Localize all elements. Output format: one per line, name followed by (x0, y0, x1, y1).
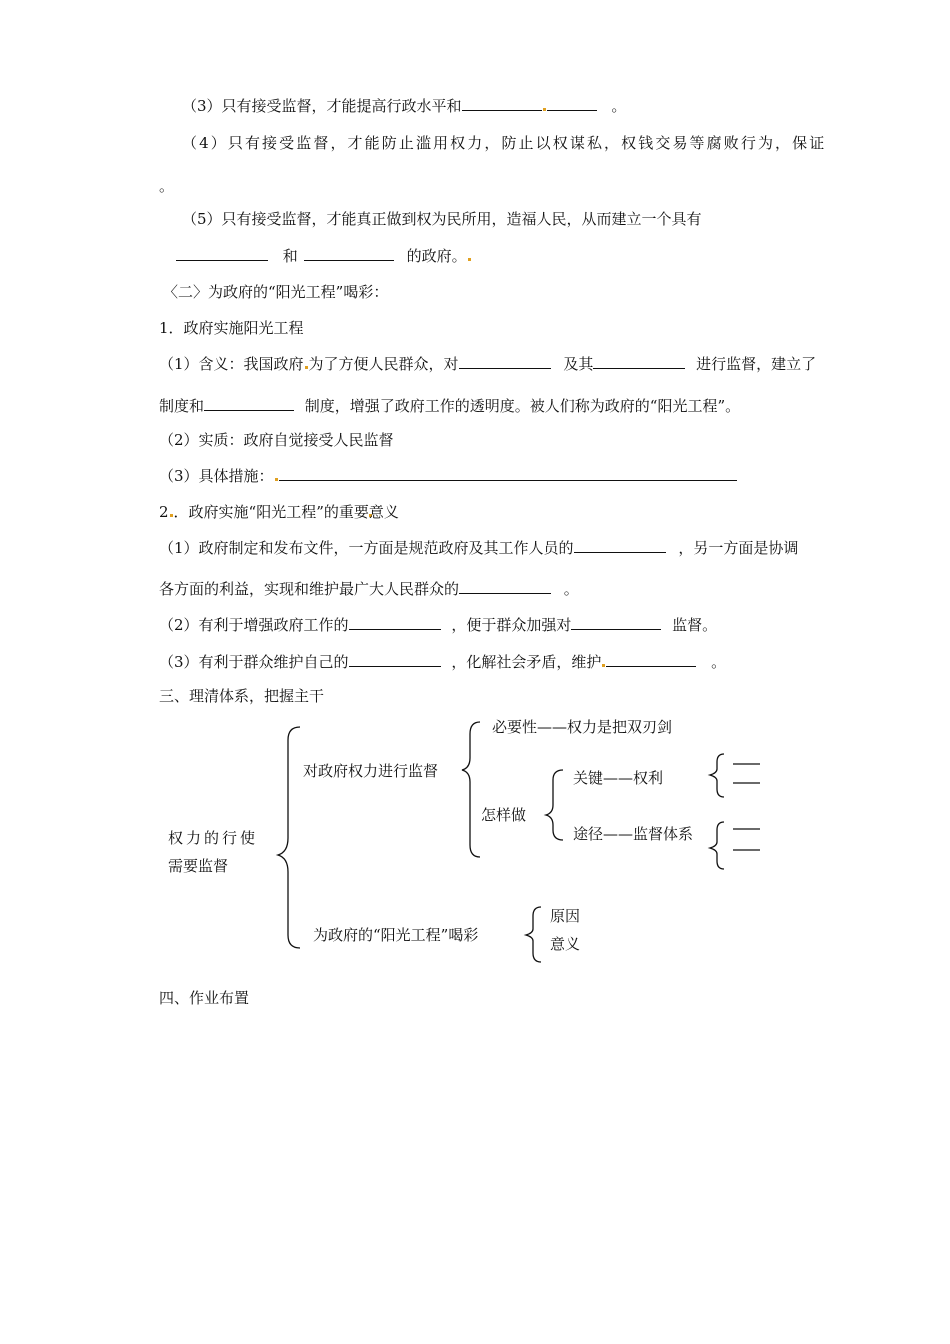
meaning-text-b: 及其 (563, 355, 594, 373)
sig-1-text-b: ，另一方面是协调 (678, 539, 799, 557)
diagram-branch-supervise: 对政府权力进行监督 (303, 762, 439, 780)
heading-2-text-b: 意义 (368, 503, 399, 521)
item-5-text: （5）只有接受监督，才能真正做到权为民所用，造福人民，从而建立一个具有 (182, 210, 702, 228)
sig-2-end: 监督。 (672, 616, 718, 634)
section-3-title: 三、理清体系，把握主干 (159, 687, 325, 705)
sig-1-text-c: 各方面的利益，实现和维护最广大人民群众的 (159, 580, 460, 598)
item-3-end: 。 (611, 97, 627, 115)
sig-3-text: （3）有利于群众维护自己的 (159, 653, 349, 671)
item-3-text: （3）只有接受监督，才能提高行政水平和 (182, 97, 462, 115)
meaning-text-c: 进行监督，建立了 (696, 355, 817, 373)
diagram-branch-sunshine: 为政府的“阳光工程”喝彩 (313, 926, 479, 944)
section-4-title: 四、作业布置 (159, 989, 250, 1007)
diagram-necessity: 必要性——权力是把双刃剑 (492, 718, 673, 736)
sig-3-text-b: ，化解社会矛盾，维护 (451, 653, 602, 671)
item-4-end: 。 (159, 177, 175, 195)
diagram-key: 关键——权利 (573, 769, 664, 787)
brace-sunshine (526, 907, 541, 962)
diagram-reason: 原因 (550, 907, 581, 925)
sig-3-end: 。 (711, 653, 727, 671)
diagram-meaning: 意义 (550, 935, 581, 953)
item-4-text: （4）只有接受监督，才能防止滥用权力，防止以权谋私，权钱交易等腐败行为，保证 (182, 134, 827, 152)
govt-end: 的政府。 (406, 247, 467, 265)
meaning-text: 为了方便人民群众，对 (308, 355, 459, 373)
heading-1: 1．政府实施阳光工程 (159, 319, 304, 337)
diagram-root-line-2: 需要监督 (168, 857, 229, 875)
essence-line: （2）实质：政府自觉接受人民监督 (159, 431, 394, 449)
brace-key (710, 754, 724, 797)
brace-main (278, 727, 300, 948)
diagram-path: 途径——监督体系 (573, 825, 694, 843)
brace-path (710, 822, 724, 869)
meaning-label: （1）含义：我国政府 (159, 355, 304, 373)
meaning-text-d: 制度和 (159, 397, 205, 415)
sig-1-end: 。 (563, 580, 579, 598)
diagram-how: 怎样做 (481, 806, 527, 824)
heading-2-num: 2 (159, 503, 169, 521)
section-2-title: 〈二〉为政府的“阳光工程”喝彩： (163, 283, 389, 301)
sig-1-text: （1）政府制定和发布文件，一方面是规范政府及其工作人员的 (159, 539, 574, 557)
sig-2-text-b: ，便于群众加强对 (451, 616, 572, 634)
measures-label: （3）具体措施： (159, 467, 274, 485)
diagram-root-line-1: 权力的行使 (168, 829, 259, 847)
sig-2-text: （2）有利于增强政府工作的 (159, 616, 349, 634)
meaning-text-e: 制度，增强了政府工作的透明度。被人们称为政府的“阳光工程”。 (304, 397, 741, 415)
brace-supervise (462, 722, 480, 857)
brace-how (546, 770, 563, 840)
heading-2-text: ．政府实施“阳光工程”的重要 (173, 503, 369, 521)
and-text: 和 (282, 247, 298, 265)
